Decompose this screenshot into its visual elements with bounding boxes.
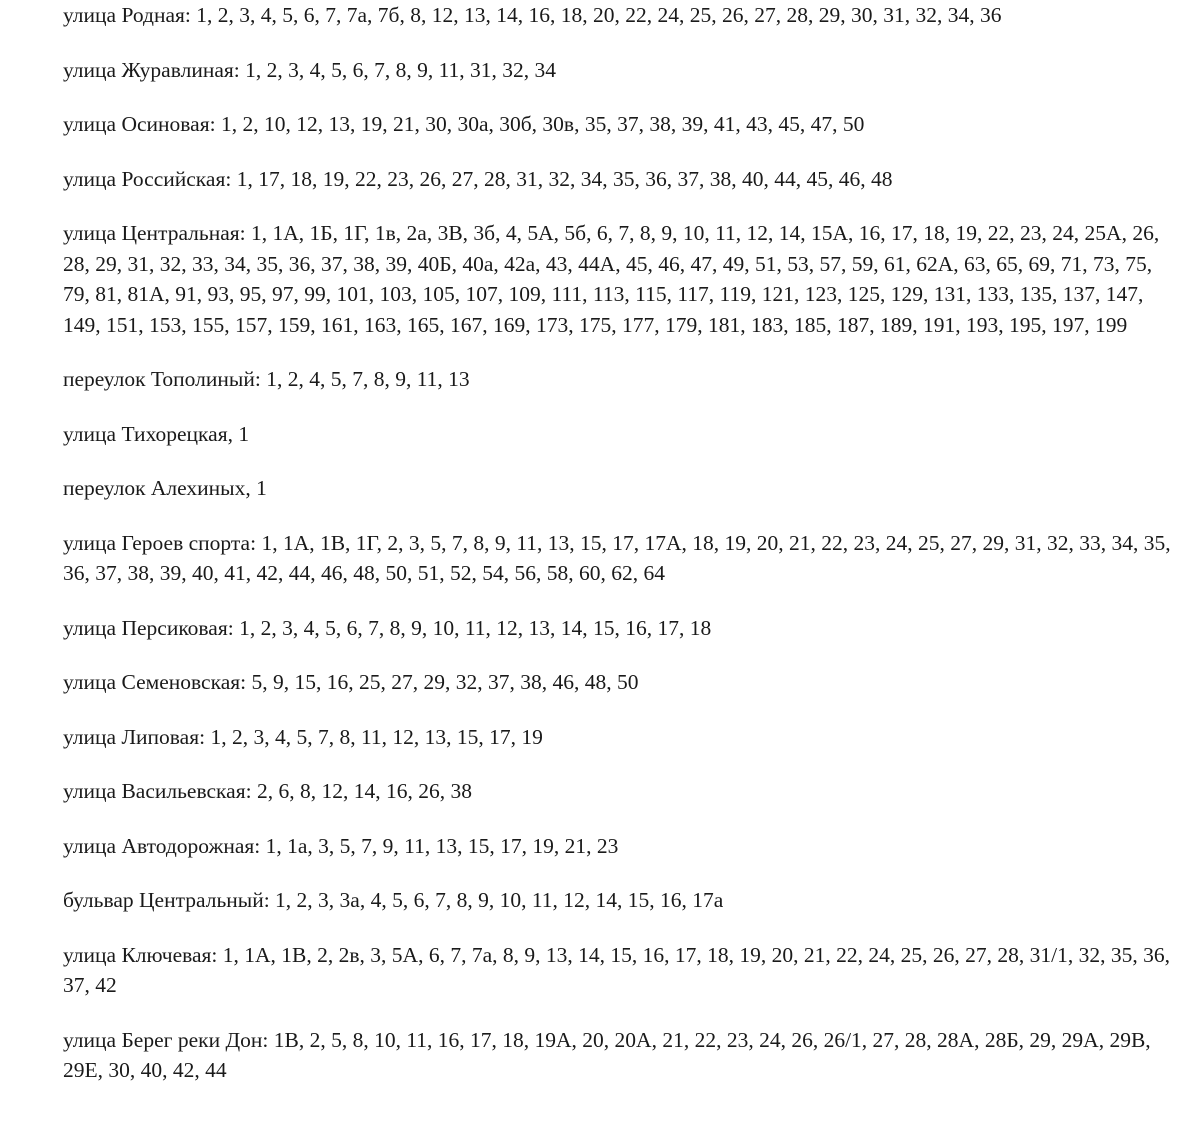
street-entry-vasilevskaya: улица Васильевская: 2, 6, 8, 12, 14, 16, 26, 38 xyxy=(63,779,472,803)
street-entry-lipovaya: улица Липовая: 1, 2, 3, 4, 5, 7, 8, 11, 12, 13, 15, 17, 19 xyxy=(63,724,543,749)
street-entry-persikovaya: улица Персиковая: 1, 2, 3, 4, 5, 6, 7, 8, 9, 10, 11, 12, 13, 14, 15, 16, 17, 18 xyxy=(63,615,712,640)
street-entry-rodnaya: улица Родная: 1, 2, 3, 4, 5, 6, 7, 7а, 7б, 8, 12, 13, 14, 16, 18, 20, 22, 24, 25, 26, 27, 28, 29, 30, 31, 32, 34, 36 xyxy=(63,3,1002,27)
street-entry-rossiyskaya: улица Российская: 1, 17, 18, 19, 22, 23, 26, 27, 28, 31, 32, 34, 35, 36, 37, 38, 40, 44, 45, 46, 48 xyxy=(63,166,893,191)
street-entry-klyuchevaya: улица Ключевая: 1, 1А, 1В, 2, 2в, 3, 5А, 6, 7, 7а, 8, 9, 13, 14, 15, 16, 17, 18, 19, 20, 21, 22, 24, 25, 26, 27, 28, 31/1, 32, 35, 36, 37, 42 xyxy=(63,942,1170,997)
street-entry-tikhoretskaya: улица Тихорецкая, 1 xyxy=(63,421,250,446)
street-entry-osinovaya: улица Осиновая: 1, 2, 10, 12, 13, 19, 21, 30, 30а, 30б, 30в, 35, 37, 38, 39, 41, 43, 45, 47, 50 xyxy=(63,112,865,136)
street-entry-geroev-sporta: улица Героев спорта: 1, 1А, 1В, 1Г, 2, 3, 5, 7, 8, 9, 11, 13, 15, 17, 17А, 18, 19, 20, 21, 22, 23, 24, 25, 27, 29, 31, 32, 33, 34, 35, 36, 37, 38, 39, 40, 41, 42, 44, 46, 48, 50, 51, 52, 54, 56, 58, 60, 62, 64 xyxy=(63,530,1171,585)
street-entry-bereg-reki-don: улица Берег реки Дон: 1В, 2, 5, 8, 10, 11, 16, 17, 18, 19А, 20, 20А, 21, 22, 23, 24, 26, 26/1, 27, 28, 28А, 28Б, 29, 29А, 29В, 29Е, 30, 40, 42, 44 xyxy=(63,1027,1151,1082)
street-entry-semenovskaya: улица Семеновская: 5, 9, 15, 16, 25, 27, 29, 32, 37, 38, 46, 48, 50 xyxy=(63,670,639,694)
street-entry-topolinyy: переулок Тополиный: 1, 2, 4, 5, 7, 8, 9, 11, 13 xyxy=(63,367,470,391)
street-entry-tsentralnaya: улица Центральная: 1, 1А, 1Б, 1Г, 1в, 2а, 3В, 3б, 4, 5А, 5б, 6, 7, 8, 9, 10, 11, 12, 14, 15А, 16, 17, 18, 19, 22, 23, 24, 25А, 26, 28, 29, 31, 32, 33, 34, 35, 36, 37, 38, 39, 40Б, 40а, 42а, 43, 44А, 45, 46, 47, 49, 51, 53, 57, 59, 61, 62А, 63, 65, 69, 71, 73, 75, 79, 81, 81А, 91, 93, 95, 97, 99, 101, 103, 105, 107, 109, 111, 113, 115, 117, 119, 121, 123, 125, 129, 131, 133, 135, 137, 147, 149, 151, 153, 155, 157, 159, 161, 163, 165, 167, 169, 173, 175, 177, 179, 181, 183, 185, 187, 189, 191, 193, 195, 197, 199 xyxy=(63,221,1160,337)
street-entry-bulvar-tsentralnyy: бульвар Центральный: 1, 2, 3, 3а, 4, 5, 6, 7, 8, 9, 10, 11, 12, 14, 15, 16, 17а xyxy=(63,888,724,912)
address-list xyxy=(63,0,1173,1110)
street-entry-avtodorozhnaya: улица Автодорожная: 1, 1а, 3, 5, 7, 9, 11, 13, 15, 17, 19, 21, 23 xyxy=(63,833,619,858)
street-entry-alekhinykh: переулок Алехиных, 1 xyxy=(63,476,267,500)
street-entry-zhuravlinaya: улица Журавлиная: 1, 2, 3, 4, 5, 6, 7, 8, 9, 11, 31, 32, 34 xyxy=(63,57,557,82)
